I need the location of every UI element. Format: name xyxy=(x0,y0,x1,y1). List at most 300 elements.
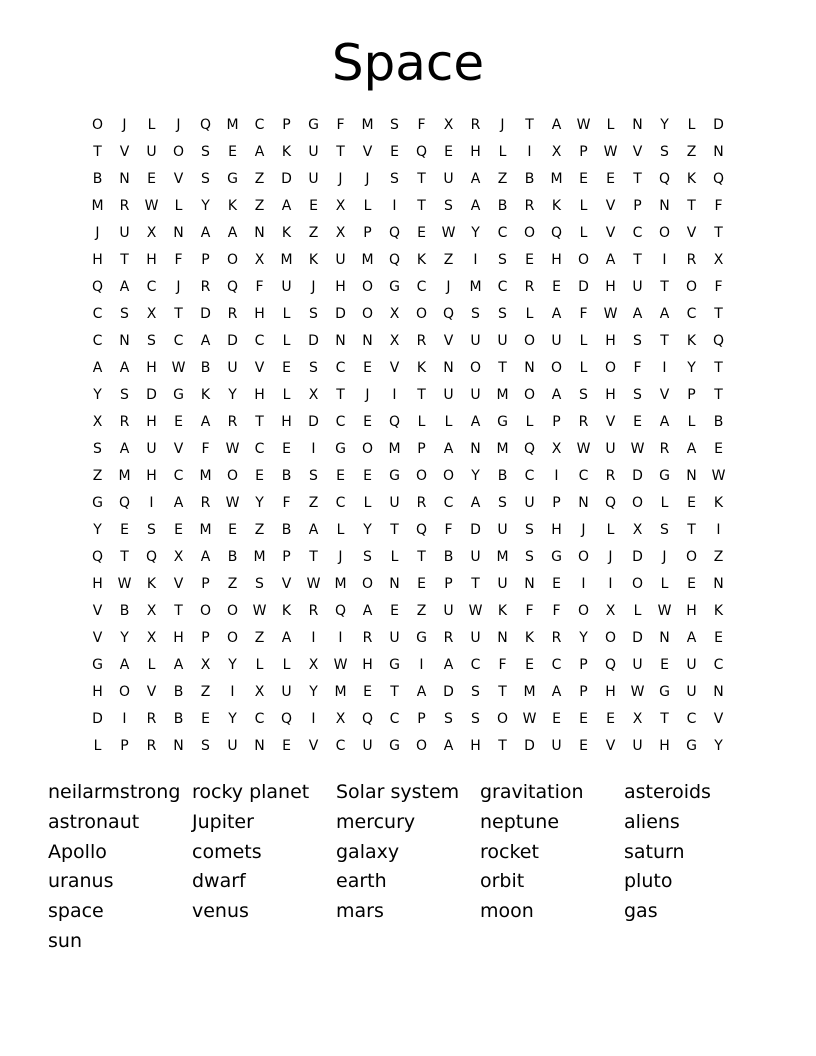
grid-letter[interactable]: T xyxy=(255,414,264,430)
grid-letter[interactable]: T xyxy=(660,279,669,295)
grid-letter[interactable]: A xyxy=(362,603,373,619)
grid-letter[interactable]: I xyxy=(662,360,667,376)
grid-letter[interactable]: A xyxy=(659,306,670,322)
grid-letter[interactable]: Z xyxy=(254,630,265,646)
grid-letter[interactable]: W xyxy=(144,198,159,214)
grid-letter[interactable]: Z xyxy=(254,522,265,538)
grid-letter[interactable]: R xyxy=(227,414,238,430)
grid-letter[interactable]: S xyxy=(525,522,534,538)
grid-letter[interactable]: E xyxy=(120,522,129,538)
grid-letter[interactable]: K xyxy=(281,144,292,160)
grid-letter[interactable]: E xyxy=(633,414,642,430)
grid-letter[interactable]: S xyxy=(660,144,669,160)
grid-letter[interactable]: O xyxy=(118,684,131,700)
grid-letter[interactable]: N xyxy=(173,225,184,241)
grid-letter[interactable]: M xyxy=(469,279,482,295)
grid-letter[interactable]: G xyxy=(416,630,427,646)
grid-letter[interactable]: E xyxy=(363,684,372,700)
grid-letter[interactable]: V xyxy=(92,603,103,619)
grid-letter[interactable]: J xyxy=(365,171,370,187)
grid-letter[interactable]: J xyxy=(176,279,181,295)
grid-letter[interactable]: U xyxy=(686,657,697,673)
grid-letter[interactable]: J xyxy=(338,171,343,187)
grid-letter[interactable]: T xyxy=(471,576,480,592)
grid-letter[interactable]: A xyxy=(200,549,211,565)
grid-letter[interactable]: Z xyxy=(227,576,238,592)
grid-letter[interactable]: D xyxy=(524,738,535,754)
grid-letter[interactable]: P xyxy=(444,576,453,592)
grid-letter[interactable]: W xyxy=(306,576,321,592)
grid-letter[interactable]: V xyxy=(173,441,184,457)
grid-letter[interactable]: W xyxy=(171,360,186,376)
grid-letter[interactable]: F xyxy=(552,603,561,619)
grid-letter[interactable]: Q xyxy=(280,711,293,727)
grid-letter[interactable]: L xyxy=(525,306,534,322)
grid-letter[interactable]: O xyxy=(226,468,239,484)
grid-letter[interactable]: R xyxy=(524,279,535,295)
grid-letter[interactable]: W xyxy=(468,603,483,619)
grid-letter[interactable]: V xyxy=(119,144,130,160)
grid-letter[interactable]: N xyxy=(713,576,724,592)
grid-letter[interactable]: V xyxy=(659,387,670,403)
grid-letter[interactable]: E xyxy=(228,522,237,538)
grid-letter[interactable]: N xyxy=(254,225,265,241)
grid-letter[interactable]: C xyxy=(443,495,454,511)
grid-letter[interactable]: A xyxy=(119,657,130,673)
grid-letter[interactable]: I xyxy=(230,684,235,700)
grid-letter[interactable]: S xyxy=(579,387,588,403)
grid-letter[interactable]: E xyxy=(363,414,372,430)
grid-letter[interactable]: Z xyxy=(686,144,697,160)
grid-letter[interactable]: Y xyxy=(309,684,318,700)
grid-letter[interactable]: Q xyxy=(415,522,428,538)
grid-letter[interactable]: L xyxy=(363,198,372,214)
grid-letter[interactable]: M xyxy=(226,117,239,133)
grid-letter[interactable]: P xyxy=(120,738,129,754)
grid-letter[interactable]: L xyxy=(255,657,264,673)
grid-letter[interactable]: U xyxy=(605,441,616,457)
grid-letter[interactable]: H xyxy=(281,414,292,430)
grid-letter[interactable]: Z xyxy=(443,252,454,268)
grid-letter[interactable]: B xyxy=(443,549,454,565)
grid-letter[interactable]: N xyxy=(497,630,508,646)
grid-letter[interactable]: Y xyxy=(201,198,210,214)
grid-letter[interactable]: I xyxy=(473,252,478,268)
grid-letter[interactable]: G xyxy=(389,657,400,673)
grid-letter[interactable]: O xyxy=(550,360,563,376)
grid-letter[interactable]: D xyxy=(470,522,481,538)
grid-letter[interactable]: H xyxy=(335,279,346,295)
grid-letter[interactable]: N xyxy=(578,495,589,511)
grid-letter[interactable]: E xyxy=(228,144,237,160)
grid-letter[interactable]: A xyxy=(119,441,130,457)
grid-letter[interactable]: F xyxy=(417,117,426,133)
grid-letter[interactable]: Y xyxy=(120,630,129,646)
grid-letter[interactable]: G xyxy=(659,684,670,700)
grid-letter[interactable]: O xyxy=(226,630,239,646)
grid-letter[interactable]: E xyxy=(390,144,399,160)
grid-letter[interactable]: R xyxy=(416,495,427,511)
grid-letter[interactable]: O xyxy=(361,576,374,592)
grid-letter[interactable]: C xyxy=(173,333,184,349)
grid-letter[interactable]: C xyxy=(578,468,589,484)
grid-letter[interactable]: V xyxy=(362,144,373,160)
grid-letter[interactable]: L xyxy=(606,522,615,538)
grid-letter[interactable]: H xyxy=(173,630,184,646)
grid-letter[interactable]: U xyxy=(389,630,400,646)
grid-letter[interactable]: O xyxy=(496,711,509,727)
grid-letter[interactable]: N xyxy=(659,630,670,646)
grid-letter[interactable]: H xyxy=(254,387,265,403)
grid-letter[interactable]: U xyxy=(470,333,481,349)
grid-letter[interactable]: Q xyxy=(604,657,617,673)
grid-letter[interactable]: S xyxy=(471,306,480,322)
grid-letter[interactable]: X xyxy=(146,630,157,646)
grid-letter[interactable]: E xyxy=(687,495,696,511)
grid-letter[interactable]: C xyxy=(335,495,346,511)
grid-letter[interactable]: P xyxy=(363,225,372,241)
grid-letter[interactable]: E xyxy=(579,738,588,754)
grid-letter[interactable]: N xyxy=(470,441,481,457)
grid-letter[interactable]: L xyxy=(282,333,291,349)
grid-letter[interactable]: C xyxy=(497,225,508,241)
grid-letter[interactable]: J xyxy=(95,225,100,241)
grid-letter[interactable]: A xyxy=(200,225,211,241)
grid-letter[interactable]: G xyxy=(389,279,400,295)
grid-letter[interactable]: J xyxy=(176,117,181,133)
grid-letter[interactable]: F xyxy=(498,657,507,673)
grid-letter[interactable]: N xyxy=(524,576,535,592)
grid-letter[interactable]: F xyxy=(174,252,183,268)
grid-letter[interactable]: J xyxy=(662,549,667,565)
grid-letter[interactable]: L xyxy=(147,657,156,673)
grid-letter[interactable]: E xyxy=(309,198,318,214)
grid-letter[interactable]: S xyxy=(498,252,507,268)
grid-letter[interactable]: U xyxy=(524,495,535,511)
grid-letter[interactable]: H xyxy=(470,738,481,754)
grid-letter[interactable]: D xyxy=(578,279,589,295)
grid-letter[interactable]: T xyxy=(174,306,183,322)
grid-letter[interactable]: K xyxy=(713,495,724,511)
grid-letter[interactable]: R xyxy=(578,414,589,430)
grid-letter[interactable]: L xyxy=(282,387,291,403)
grid-letter[interactable]: U xyxy=(551,333,562,349)
grid-letter[interactable]: H xyxy=(470,144,481,160)
grid-letter[interactable]: B xyxy=(497,468,508,484)
grid-letter[interactable]: V xyxy=(605,738,616,754)
grid-letter[interactable]: B xyxy=(227,549,238,565)
grid-letter[interactable]: N xyxy=(659,198,670,214)
grid-letter[interactable]: R xyxy=(308,603,319,619)
grid-letter[interactable]: N xyxy=(119,171,130,187)
grid-letter[interactable]: H xyxy=(659,738,670,754)
grid-letter[interactable]: E xyxy=(363,468,372,484)
grid-letter[interactable]: H xyxy=(146,414,157,430)
grid-letter[interactable]: O xyxy=(631,576,644,592)
grid-letter[interactable]: U xyxy=(632,657,643,673)
grid-letter[interactable]: F xyxy=(633,360,642,376)
grid-letter[interactable]: A xyxy=(686,441,697,457)
grid-letter[interactable]: X xyxy=(254,252,265,268)
grid-letter[interactable]: F xyxy=(282,495,291,511)
grid-letter[interactable]: P xyxy=(417,441,426,457)
grid-letter[interactable]: T xyxy=(120,549,129,565)
grid-letter[interactable]: Y xyxy=(687,360,696,376)
grid-letter[interactable]: W xyxy=(576,441,591,457)
grid-letter[interactable]: Q xyxy=(604,495,617,511)
grid-letter[interactable]: X xyxy=(605,603,616,619)
grid-letter[interactable]: M xyxy=(118,468,131,484)
grid-letter[interactable]: H xyxy=(146,252,157,268)
grid-letter[interactable]: I xyxy=(149,495,154,511)
grid-letter[interactable]: X xyxy=(335,711,346,727)
grid-letter[interactable]: S xyxy=(390,117,399,133)
grid-letter[interactable]: G xyxy=(497,414,508,430)
grid-letter[interactable]: N xyxy=(713,144,724,160)
grid-letter[interactable]: V xyxy=(389,360,400,376)
grid-letter[interactable]: L xyxy=(282,306,291,322)
grid-letter[interactable]: Q xyxy=(523,441,536,457)
grid-letter[interactable]: W xyxy=(603,144,618,160)
grid-letter[interactable]: G xyxy=(227,171,238,187)
grid-letter[interactable]: L xyxy=(579,360,588,376)
grid-letter[interactable]: C xyxy=(389,711,400,727)
grid-letter[interactable]: R xyxy=(146,738,157,754)
grid-letter[interactable]: I xyxy=(311,711,316,727)
grid-letter[interactable]: E xyxy=(552,576,561,592)
grid-letter[interactable]: X xyxy=(308,387,319,403)
grid-letter[interactable]: R xyxy=(227,306,238,322)
grid-letter[interactable]: I xyxy=(392,387,397,403)
grid-letter[interactable]: M xyxy=(199,468,212,484)
grid-letter[interactable]: V xyxy=(173,576,184,592)
grid-letter[interactable]: X xyxy=(551,441,562,457)
grid-letter[interactable]: A xyxy=(92,360,103,376)
grid-letter[interactable]: T xyxy=(390,684,399,700)
grid-letter[interactable]: I xyxy=(608,576,613,592)
grid-letter[interactable]: V xyxy=(632,144,643,160)
grid-letter[interactable]: R xyxy=(200,495,211,511)
grid-letter[interactable]: P xyxy=(633,198,642,214)
grid-letter[interactable]: T xyxy=(336,387,345,403)
grid-letter[interactable]: X xyxy=(551,144,562,160)
grid-letter[interactable]: U xyxy=(497,522,508,538)
grid-letter[interactable]: E xyxy=(390,603,399,619)
grid-letter[interactable]: X xyxy=(389,306,400,322)
grid-letter[interactable]: W xyxy=(630,441,645,457)
grid-letter[interactable]: A xyxy=(200,414,211,430)
grid-letter[interactable]: J xyxy=(365,387,370,403)
grid-letter[interactable]: Y xyxy=(93,522,102,538)
grid-letter[interactable]: T xyxy=(498,684,507,700)
grid-letter[interactable]: U xyxy=(443,387,454,403)
grid-letter[interactable]: H xyxy=(92,252,103,268)
grid-letter[interactable]: E xyxy=(579,711,588,727)
grid-letter[interactable]: X xyxy=(335,225,346,241)
grid-letter[interactable]: S xyxy=(660,522,669,538)
grid-letter[interactable]: T xyxy=(336,144,345,160)
grid-letter[interactable]: D xyxy=(632,468,643,484)
grid-letter[interactable]: B xyxy=(119,603,130,619)
grid-letter[interactable]: E xyxy=(552,279,561,295)
grid-letter[interactable]: I xyxy=(527,144,532,160)
grid-letter[interactable]: S xyxy=(363,549,372,565)
grid-letter[interactable]: A xyxy=(443,441,454,457)
grid-letter[interactable]: L xyxy=(444,414,453,430)
grid-letter[interactable]: S xyxy=(444,711,453,727)
grid-letter[interactable]: A xyxy=(470,198,481,214)
grid-letter[interactable]: Q xyxy=(118,495,131,511)
grid-letter[interactable]: Z xyxy=(200,684,211,700)
grid-letter[interactable]: U xyxy=(470,549,481,565)
grid-letter[interactable]: S xyxy=(633,387,642,403)
grid-letter[interactable]: H xyxy=(551,252,562,268)
grid-letter[interactable]: Y xyxy=(228,387,237,403)
grid-letter[interactable]: D xyxy=(227,333,238,349)
grid-letter[interactable]: E xyxy=(660,657,669,673)
grid-letter[interactable]: U xyxy=(443,171,454,187)
grid-letter[interactable]: F xyxy=(336,117,345,133)
grid-letter[interactable]: V xyxy=(254,360,265,376)
grid-letter[interactable]: K xyxy=(416,360,427,376)
grid-letter[interactable]: E xyxy=(687,576,696,592)
grid-letter[interactable]: H xyxy=(146,468,157,484)
grid-letter[interactable]: F xyxy=(714,198,723,214)
grid-letter[interactable]: W xyxy=(630,684,645,700)
grid-letter[interactable]: H xyxy=(362,657,373,673)
grid-letter[interactable]: B xyxy=(173,711,184,727)
grid-letter[interactable]: G xyxy=(92,495,103,511)
grid-letter[interactable]: C xyxy=(686,306,697,322)
grid-letter[interactable]: E xyxy=(147,171,156,187)
grid-letter[interactable]: S xyxy=(93,441,102,457)
grid-letter[interactable]: C xyxy=(335,738,346,754)
grid-letter[interactable]: O xyxy=(523,333,536,349)
grid-letter[interactable]: C xyxy=(146,279,157,295)
grid-letter[interactable]: L xyxy=(525,414,534,430)
grid-letter[interactable]: K xyxy=(497,603,508,619)
grid-letter[interactable]: Y xyxy=(228,711,237,727)
grid-letter[interactable]: V xyxy=(686,225,697,241)
grid-letter[interactable]: U xyxy=(632,279,643,295)
grid-letter[interactable]: D xyxy=(281,171,292,187)
grid-letter[interactable]: H xyxy=(92,576,103,592)
grid-letter[interactable]: U xyxy=(497,333,508,349)
grid-letter[interactable]: G xyxy=(659,468,670,484)
grid-letter[interactable]: T xyxy=(93,144,102,160)
grid-letter[interactable]: E xyxy=(714,630,723,646)
grid-letter[interactable]: S xyxy=(498,495,507,511)
grid-letter[interactable]: C xyxy=(173,468,184,484)
grid-letter[interactable]: T xyxy=(120,252,129,268)
grid-letter[interactable]: S xyxy=(147,522,156,538)
grid-letter[interactable]: H xyxy=(92,684,103,700)
grid-letter[interactable]: R xyxy=(362,630,373,646)
grid-letter[interactable]: P xyxy=(282,117,291,133)
grid-letter[interactable]: U xyxy=(146,144,157,160)
grid-letter[interactable]: D xyxy=(632,630,643,646)
grid-letter[interactable]: Q xyxy=(199,117,212,133)
grid-letter[interactable]: O xyxy=(226,603,239,619)
grid-letter[interactable]: A xyxy=(470,414,481,430)
grid-letter[interactable]: X xyxy=(443,117,454,133)
grid-letter[interactable]: G xyxy=(308,117,319,133)
grid-letter[interactable]: E xyxy=(552,711,561,727)
grid-letter[interactable]: L xyxy=(93,738,102,754)
grid-letter[interactable]: A xyxy=(200,333,211,349)
grid-letter[interactable]: S xyxy=(120,387,129,403)
grid-letter[interactable]: Z xyxy=(713,549,724,565)
grid-letter[interactable]: P xyxy=(552,495,561,511)
grid-letter[interactable]: Y xyxy=(579,630,588,646)
grid-letter[interactable]: R xyxy=(470,117,481,133)
grid-letter[interactable]: A xyxy=(551,387,562,403)
grid-letter[interactable]: O xyxy=(523,387,536,403)
grid-letter[interactable]: H xyxy=(146,360,157,376)
grid-letter[interactable]: L xyxy=(606,117,615,133)
grid-letter[interactable]: Z xyxy=(92,468,103,484)
grid-letter[interactable]: E xyxy=(525,657,534,673)
grid-letter[interactable]: H xyxy=(605,684,616,700)
grid-letter[interactable]: A xyxy=(173,495,184,511)
grid-letter[interactable]: U xyxy=(308,171,319,187)
grid-letter[interactable]: P xyxy=(687,387,696,403)
grid-letter[interactable]: A xyxy=(605,252,616,268)
grid-letter[interactable]: V xyxy=(443,333,454,349)
grid-letter[interactable]: O xyxy=(415,738,428,754)
grid-letter[interactable]: T xyxy=(417,387,426,403)
grid-letter[interactable]: W xyxy=(225,441,240,457)
grid-letter[interactable]: M xyxy=(199,522,212,538)
grid-letter[interactable]: U xyxy=(443,603,454,619)
grid-letter[interactable]: T xyxy=(417,198,426,214)
grid-letter[interactable]: V xyxy=(605,225,616,241)
grid-letter[interactable]: Z xyxy=(308,225,319,241)
grid-letter[interactable]: S xyxy=(120,306,129,322)
grid-letter[interactable]: F xyxy=(579,306,588,322)
grid-letter[interactable]: V xyxy=(308,738,319,754)
grid-letter[interactable]: W xyxy=(576,117,591,133)
grid-letter[interactable]: N xyxy=(686,468,697,484)
grid-letter[interactable]: L xyxy=(660,576,669,592)
grid-letter[interactable]: U xyxy=(227,738,238,754)
grid-letter[interactable]: S xyxy=(444,198,453,214)
grid-letter[interactable]: G xyxy=(389,738,400,754)
grid-letter[interactable]: K xyxy=(146,576,157,592)
grid-letter[interactable]: C xyxy=(713,657,724,673)
grid-letter[interactable]: L xyxy=(336,522,345,538)
grid-letter[interactable]: Q xyxy=(712,171,725,187)
grid-letter[interactable]: U xyxy=(227,360,238,376)
grid-letter[interactable]: E xyxy=(336,468,345,484)
grid-letter[interactable]: B xyxy=(713,414,724,430)
grid-letter[interactable]: D xyxy=(200,306,211,322)
grid-letter[interactable]: N xyxy=(443,360,454,376)
grid-letter[interactable]: N xyxy=(713,684,724,700)
grid-letter[interactable]: B xyxy=(524,171,535,187)
grid-letter[interactable]: S xyxy=(255,576,264,592)
grid-letter[interactable]: C xyxy=(470,657,481,673)
grid-letter[interactable]: L xyxy=(174,198,183,214)
grid-letter[interactable]: Q xyxy=(145,549,158,565)
grid-letter[interactable]: Z xyxy=(308,495,319,511)
grid-letter[interactable]: H xyxy=(605,333,616,349)
grid-letter[interactable]: O xyxy=(361,441,374,457)
grid-letter[interactable]: Y xyxy=(471,468,480,484)
grid-letter[interactable]: R xyxy=(119,198,130,214)
grid-letter[interactable]: L xyxy=(579,225,588,241)
grid-letter[interactable]: Q xyxy=(442,306,455,322)
